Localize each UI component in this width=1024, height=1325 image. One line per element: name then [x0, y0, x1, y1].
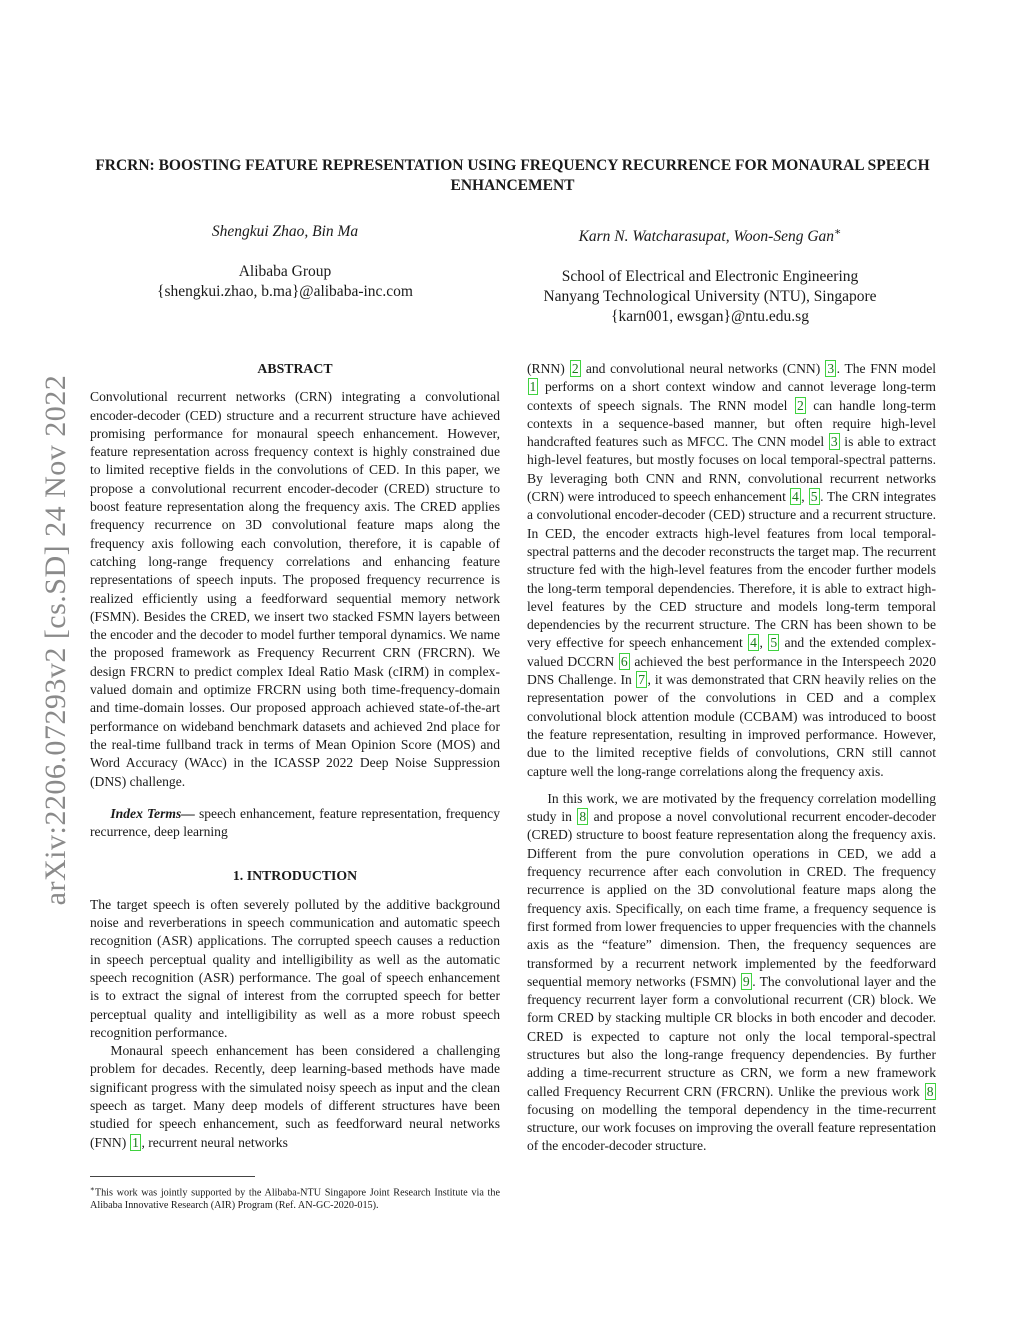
- citation-link[interactable]: 2: [796, 397, 804, 413]
- abstract-text: Convolutional recurrent networks (CRN) integrating a convolutional encoder-decoder (CED) structure and a recurrent structure have achieved promising performance for monaural speech enhancement. However, feature representation across frequency context is highly constrained due to limited receptive fields in the convolutions of CED. In this paper, we propose a convolutional recurrent encoder-decoder (CRED) structure to boost feature representation along the frequency axis. The CRED applies frequency recurrence on 3D convolutional feature maps along the frequency axis following each convolution, therefore, it is capable of catching long-range frequency correlations and enhancing feature representations of speech inputs. The proposed frequency recurrence is realized efficiently using a feedforward sequential memory network (FSMN). Besides the CRED, we insert two stacked FSMN layers between the encoder and the decoder to model further temporal dynamics. We name the proposed framework as Frequency Recurrent CRN (FRCRN). We design FRCRN to predict complex Ideal Ratio Mask (cIRM) in complex-valued domain and optimize FRCRN using both time-frequency-domain and time-domain losses. Our proposed approach achieved state-of-the-art performance on wideband benchmark datasets and achieved 2nd place for the real-time fullband track in terms of Mean Opinion Score (MOS) and Word Accuracy (WAcc) in the ICASSP 2022 Deep Noise Suppression (DNS) challenge.: [90, 389, 500, 789]
- citation-link[interactable]: 6: [620, 653, 628, 669]
- abstract-heading: ABSTRACT: [257, 361, 333, 376]
- citation-link[interactable]: 9: [742, 973, 750, 989]
- author-block-left: [90, 222, 480, 302]
- author-names-right: [510, 222, 910, 247]
- footnote: [90, 1183, 500, 1212]
- footnote-mark: ∗: [90, 1185, 95, 1193]
- index-terms: [90, 805, 500, 842]
- citation-link[interactable]: 4: [791, 489, 799, 505]
- footnote-text: This work was jointly supported by the Alibaba-NTU Singapore Joint Research Institute via the Alibaba Innovative Research (AIR) Program (Ref. AN-GC-2020-015).: [90, 1187, 500, 1212]
- citation-link[interactable]: 3: [830, 434, 838, 450]
- citation-link[interactable]: 1: [132, 1134, 139, 1150]
- citation-link[interactable]: 7: [638, 672, 646, 688]
- intro-paragraph-2: Monaural speech enhancement has been considered a challenging problem for decades. Recently, deep learning-based methods have made significant progress with the simulated noisy speech as input and the clean speech as target. Many deep models of different structures have been studied for speech enhancement, such as feedforward neural networks (FNN) 1 , recurrent neural networks: [90, 1043, 500, 1150]
- paper-title: FRCRN: BOOSTING FEATURE REPRESENTATION USING FREQUENCY RECURRENCE FOR MONAURAL SPEECH ENHANCEMENT: [95, 157, 930, 194]
- affiliation-line: Alibaba Group: [238, 263, 332, 280]
- author-block-right: [510, 222, 910, 327]
- citation-link[interactable]: 5: [770, 635, 778, 651]
- intro-heading: 1. INTRODUCTION: [232, 868, 358, 884]
- intro-paragraph-3: In this work, we are motivated by the frequency correlation modelling study in 8 and propose a novel convolutional recurrent encoder-decoder (CRED) structure to boost feature representation along the frequency axis. Different from the pure convolution operations in CED, we add a frequency recurrence after each convolution in CRED. The frequency recurrence is applied on the 3D convolutional feature maps along the frequency axis. Specifically, on each time frame, a frequency sequence is first formed from lower frequencies to upper frequencies with the channels axis as the “feature” dimension. Then, the frequency sequences are transformed by a recurrent network implemented by the feedforward sequential memory networks (FSMN) 9 . The convolutional layer and the frequency recurrent layer form a convolutional recurrent (CR) block. We form CRED by stacking multiple CR blocks in both encoder and decoder. CRED is expected to capture not only the local temporal-spectral structures but also the long-range frequency dependencies. By further adding a time-recurrent structure as CRN, we form a new framework called Frequency Recurrent CRN (FRCRN). Unlike the previous work 8 focusing on modelling the temporal dependency in the time-recurrent structure, our work focuses on improving the overall feature representation of the encoder-decoder structure.: [527, 790, 937, 1154]
- affiliation-line: School of Electrical and Electronic Engineering: [561, 268, 859, 286]
- author-names-text: Karn N. Watcharasupat, Woon-Seng Gan: [578, 228, 835, 246]
- email-line: {shengkui.zhao, b.ma}@alibaba-inc.com: [157, 283, 413, 300]
- intro-paragraph-2-continued: (RNN) 2 and convolutional neural networks (CNN) 3 . The FNN model 1 performs on a short context window and cannot leverage long-term contexts of speech signals. The RNN model 2 can handle long-term contexts in a sequence-based manner, but often require high-level handcrafted features such as MFCC. The CNN model 3 is able to extract high-level features, but mostly focuses on local temporal-spectral patterns. By leveraging both CNN and RNN, convolutional recurrent networks (CRN) were introduced to speech enhancement 4 , 5 . The CRN integrates a convolutional encoder-decoder (CED) structure and a recurrent structure. In CED, the encoder extracts high-level features from local temporal-spectral patterns and the decoder reconstructs the target map. The recurrent structure fed with the high-level features from the encoder further models the long-term temporal dependencies. Therefore, it is able to extract high-level features by the CED structure and models long-term temporal dependencies by the recurrent structure. The CRN has been shown to be very effective for speech enhancement 4 , 5 and the extended complex-valued DCCRN 6 achieved the best performance in the Interspeech 2020 DNS Challenge. In 7 , it was demonstrated that CRN heavily relies on the representation power of the convolutions in CED and a complex convolutional block attention module (CCBAM) was introduced to boost the feature representation, resulting in improved performance. However, due to the limited receptive fields of convolutions, CRN still cannot capture well the long-range correlations along the frequency axis.: [527, 361, 937, 779]
- citation-link[interactable]: 4: [750, 635, 757, 651]
- right-column: [527, 360, 936, 1156]
- citation-link[interactable]: 3: [827, 361, 835, 376]
- citation-link[interactable]: 8: [579, 809, 587, 825]
- left-column: [90, 360, 500, 1152]
- index-terms-label: Index Terms—: [110, 805, 195, 821]
- index-terms-text: speech enhancement, feature representation, frequency recurrence, deep learning: [90, 805, 500, 840]
- affiliation-line: Nanyang Technological University (NTU), Singapore: [543, 288, 877, 306]
- email-line: {karn001, ewsgan}@ntu.edu.sg: [611, 308, 809, 326]
- footnote-rule: [90, 1176, 255, 1177]
- citation-link[interactable]: 8: [926, 1083, 934, 1099]
- citation-link[interactable]: 2: [571, 361, 579, 376]
- author-names-left: Shengkui Zhao, Bin Ma: [211, 223, 359, 240]
- citation-link[interactable]: 1: [529, 379, 537, 395]
- arxiv-identifier: arXiv:2206.07293v2 [cs.SD] 24 Nov 2022: [39, 374, 72, 906]
- citation-link[interactable]: 5: [810, 489, 818, 505]
- footnote-marker: ∗: [834, 226, 842, 238]
- intro-paragraph-1: The target speech is often severely polluted by the additive background noise and reverberations in speech communication and automatic speech recognition (ASR) applications. The corrupted speech causes a reduction in speech perceptual quality and intelligibility as well as the automatic speech recognition (ASR) performance. The goal of speech enhancement is to extract the signal of interest from the corrupted speech for better perceptual quality and intelligibility as well as a more robust speech recognition performance.: [90, 896, 500, 1040]
